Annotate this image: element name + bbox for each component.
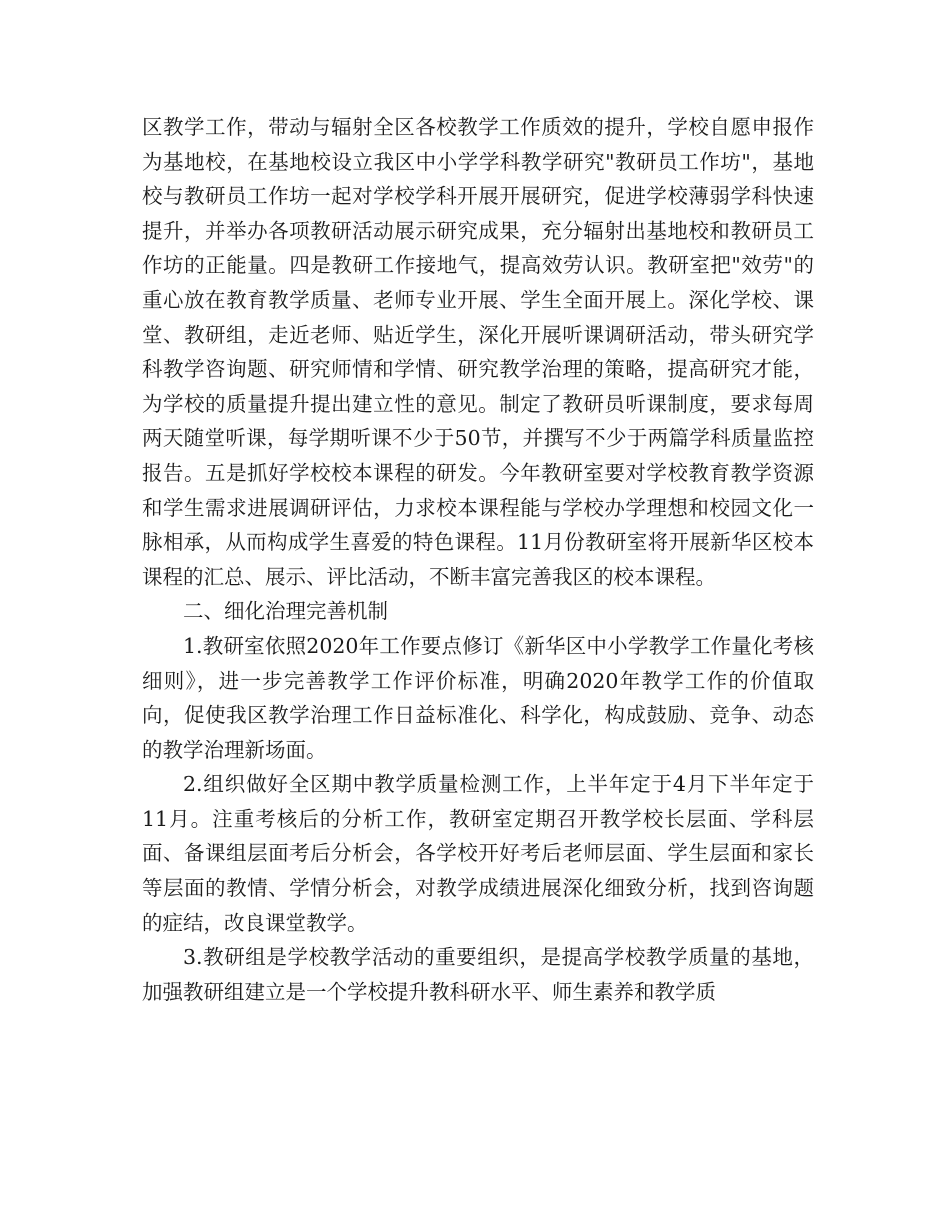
numbered-paragraph-1: 1.教研室依照2020年工作要点修订《新华区中小学教学工作量化考核细则》，进一步完善教学工作评价标准，明确2020年教学工作的价值取向，促使我区教学治理工作日益标准化、科学化，构成鼓励、竞争、动态的教学治理新场面。: [142, 633, 814, 762]
numbered-paragraph-2: 2.组织做好全区期中教学质量检测工作，上半年定于4月下半年定于11月。注重考核后的分析工作，教研室定期召开教学校长层面、学科层面、备课组层面考后分析会，各学校开好考后老师层面、学生层面和家长等层面的教情、学情分析会，对教学成绩进展深化细致分析，找到咨询题的症结，改良课堂教学。: [142, 772, 814, 935]
body-paragraph: 区教学工作，带动与辐射全区各校教学工作质效的提升，学校自愿申报作为基地校，在基地校设立我区中小学学科教学研究"教研员工作坊"，基地校与教研员工作坊一起对学校学科开展开展研究，促进学校薄弱学科快速提升，并举办各项教研活动展示研究成果，充分辐射出基地校和教研员工作坊的正能量。四是教研工作接地气，提高效劳认识。教研室把"效劳"的重心放在教育教学质量、老师专业开展、学生全面开展上。深化学校、课堂、教研组，走近老师、贴近学生，深化开展听课调研活动，带头研究学科教学咨询题、研究师情和学情、研究教学治理的策略，提高研究才能，为学校的质量提升提出建立性的意见。制定了教研员听课制度，要求每周两天随堂听课，每学期听课不少于50节，并撰写不少于两篇学科质量监控报告。五是抓好学校校本课程的研发。今年教研室要对学校教育教学资源和学生需求进展调研评估，力求校本课程能与学校办学理想和校园文化一脉相承，从而构成学生喜爱的特色课程。11月份教研室将开展新华区校本课程的汇总、展示、评比活动，不断丰富完善我区的校本课程。: [142, 115, 814, 589]
document-page: [142, 110, 814, 1009]
numbered-paragraph-3: 3.教研组是学校教学活动的重要组织，是提高学校教学质量的基地，加强教研组建立是一个学校提升教科研水平、师生素养和教学质: [142, 945, 814, 1004]
section-heading: 二、细化治理完善机制: [183, 599, 388, 624]
